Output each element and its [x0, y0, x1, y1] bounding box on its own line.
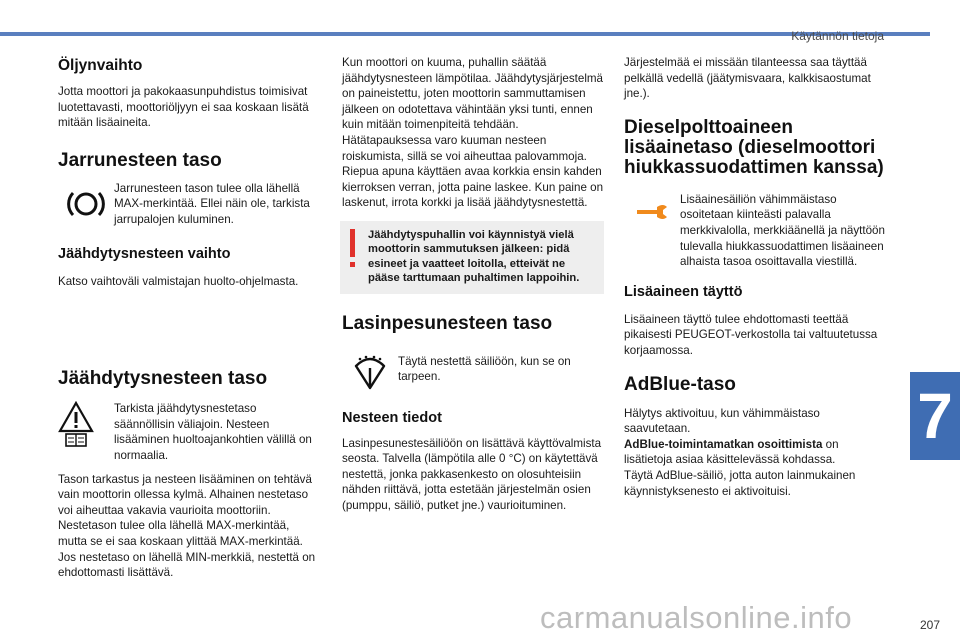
washer-fluid-block [342, 354, 604, 390]
coolant-caution-icon [58, 401, 114, 447]
adblue-title: AdBlue-taso [624, 373, 736, 395]
adblue-alert-text: Hälytys aktivoituu, kun vähimmäistaso saavutetaan. [624, 406, 820, 436]
section-title: Käytännön tietoja [791, 29, 884, 43]
fan-warning-text: Jäähdytyspuhallin voi käynnistyä vielä moottorin sammutuksen jälkeen: pidä esineet ja vaatteet loitolla, etteivät ne pääse tarttumaan puhaltimen lappoihin. [368, 228, 580, 285]
washer-icon [342, 354, 398, 390]
exclamation-icon [350, 229, 355, 257]
fluid-spec-title: Nesteen tiedot [342, 409, 442, 426]
hot-engine-text: Kun moottori on kuuma, puhallin säätää jäähdytysnesteen lämpötilaa. Jäähdytysjärjestelmä on paineistettu, joten moottorin sammuttamisen jälkeen on odotettava vähintään yksi tunti, ennen kuin mitään toimenpiteitä tehdään. Hätätapauksessa varo kuuman nesteen roiskumista, sillä se voi aiheuttaa palovammoja. Riepua apuna käyttäen avaa korkkia ensin kahden kierroksen verran, jotta paine laskee. Kun paine on laskenut, irrota korkki ja lisää jäähdytysnestettä. [342, 56, 604, 210]
additive-refill-text: Lisäaineen täyttö tulee ehdottomasti teettää pikaisesti PEUGEOT-verkostolla tai valtuutetussa korjaamossa. [624, 312, 878, 357]
brake-fluid-text: Jarrunesteen tason tulee olla lähellä MAX-merkintää. Ellei näin ole, tarkista jarrupalojen kuluminen. [114, 181, 310, 226]
page-number: 207 [919, 618, 940, 632]
coolant-level-title: Jäähdytysnesteen taso [58, 368, 268, 390]
brake-fluid-title: Jarrunesteen taso [58, 149, 222, 171]
water-warning-text: Järjestelmää ei missään tilanteessa saa täyttää pelkällä vedellä (jäätymisvaara, kalkkisaostumat jne.). [624, 56, 871, 101]
coolant-level-block [58, 401, 320, 463]
coolant-level-text: Tason tarkastus ja nesteen lisääminen on tehtävä vain moottorin ollessa kylmä. Alhainen nestetaso voi aiheuttaa vakavia vaurioita moottoriin. Nestetason tulee olla lähellä MAX-merkintää, mutta se ei saa koskaan ylittää MAX-merkintää. Jos nestetaso on lähellä MIN-merkkiä, nestettä on ehdottomasti lisättävä. [58, 472, 316, 580]
fluid-spec-text: Lasinpesunestesäiliöön on lisättävä käyttövalmista seosta. Talvella (lämpötila alle 0 °C) on käytettävä nestettä, jonka pakkasenkesto on olosuhteisiin nähden riittävä, jotta estetään järjestelmän osien (pumppu, säiliö, putket jne.) vaurioituminen. [342, 436, 602, 512]
fan-warning-box [340, 221, 604, 294]
adblue-refill-text: Täytä AdBlue-säiliö, jotta auton lainmukainen käynnistyksenesto ei aktivoituisi. [624, 468, 856, 498]
adblue-range-link[interactable]: AdBlue-toimintamatkan osoittimista [624, 437, 823, 451]
additive-refill-title: Lisäaineen täyttö [624, 283, 743, 300]
oil-change-title: Öljynvaihto [58, 57, 143, 74]
diesel-additive-text: Lisäainesäiliön vähimmäistaso osoitetaan kiinteästi palavalla merkkivalolla, merkkiäänellä ja näyttöön tulevalla hiukkassuodattimen lisäaineen alhaista tasoa osoittavalla viestillä. [680, 192, 885, 269]
adblue-range-text: on lisätietoja asiaa käsittelevässä kohdassa. [624, 437, 839, 467]
oil-change-text: Jotta moottori ja pakokaasunpuhdistus toimisivat luotettavasti, moottoriöljyyn ei saa koskaan lisätä mitään lisäaineita. [58, 85, 309, 130]
column-1 [58, 58, 320, 581]
chapter-tab[interactable]: 7 [910, 372, 960, 460]
brake-warning-icon [58, 181, 114, 221]
diesel-additive-title: Dieselpolttoaineen lisäainetaso (dieselmoottori hiukkassuodattimen kanssa) [624, 116, 884, 178]
coolant-change-text: Katso vaihtoväli valmistajan huolto-ohjelmasta. [58, 274, 299, 288]
diesel-additive-block [624, 192, 886, 270]
adblue-text [624, 406, 886, 500]
coolant-change-title: Jäähdytysnesteen vaihto [58, 245, 231, 262]
brake-fluid-block [58, 181, 320, 228]
coolant-level-icon-text: Tarkista jäähdytysnestetaso säännöllisin väliajoin. Nesteen lisääminen huoltoajankohtien välillä on normaalia. [114, 402, 312, 462]
wrench-icon [624, 192, 680, 220]
watermark: carmanualsonline.info [540, 600, 853, 635]
washer-fluid-title: Lasinpesunesteen taso [342, 312, 553, 334]
washer-fluid-icon-text: Täytä nestettä säiliöön, kun se on tarpeen. [398, 354, 571, 384]
column-2 [342, 55, 604, 514]
column-3 [624, 55, 886, 499]
